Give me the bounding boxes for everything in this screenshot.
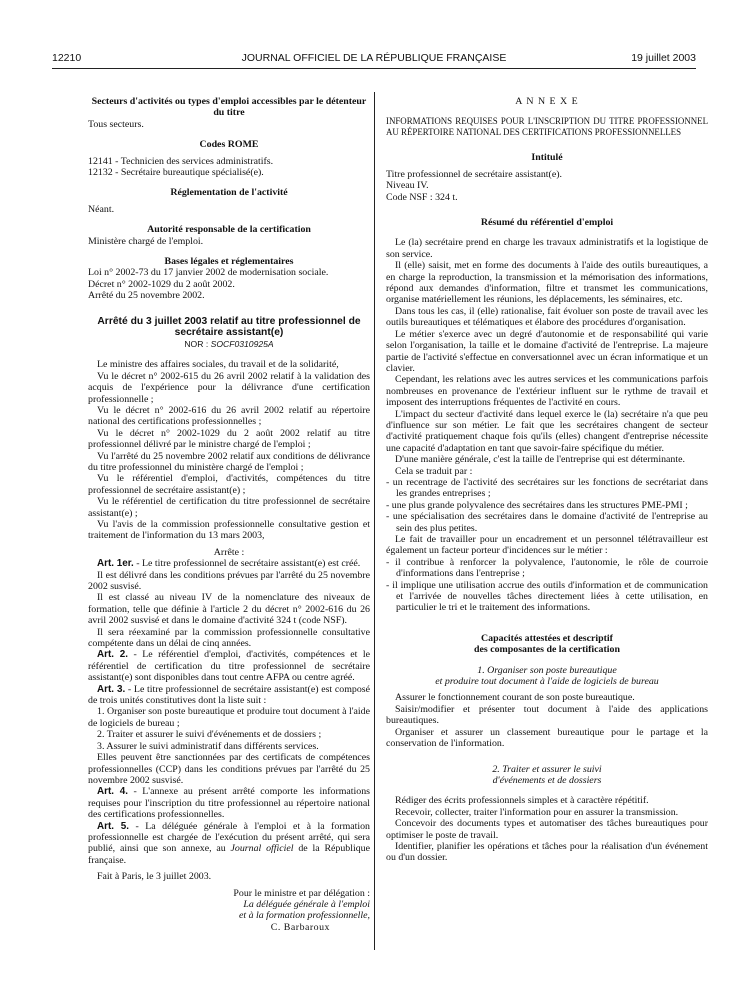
article-2-text: - Le référentiel d'emploi, d'activités, compétences et le référentiel de certification du titre professionnel de secrétaire assistant(e) sont disponibles dans tout centre AFPA ou centre agréé. (88, 649, 370, 684)
unit-1-para: Organiser et assurer un classement bureautique pour le partage et la conservation de l'information. (386, 726, 708, 750)
capacites-heading: Capacités attestées et descriptif (481, 632, 613, 644)
rome-item: 12141 - Technicien des services administratifs. (88, 155, 274, 167)
fait-line: Fait à Paris, le 3 juillet 2003. (97, 871, 212, 883)
article-3-item: 1. Organiser son poste bureautique et produire tout document à l'aide de logiciels de bureau ; (88, 706, 370, 729)
article-1-para: Il sera réexaminé par la commission professionnelle consultative compétente dans un délai de cinq années. (88, 626, 370, 650)
article-5-label: Art. 5. (97, 820, 130, 832)
signature-block (88, 888, 370, 934)
preamble-line: Vu le référentiel d'emploi, d'activités, compétences du titre professionnel de secrétaire assistant(e) ; (88, 473, 370, 496)
page-header (52, 52, 696, 66)
unit-1-para: Saisir/modifier et présenter tout document à l'aide des applications bureautiques. (386, 703, 708, 727)
unit-2-para: Concevoir des documents types et automatiser des tâches bureautiques pour optimiser le poste de travail. (386, 818, 708, 841)
rome-heading: Codes ROME (199, 139, 259, 151)
bases-item: Décret n° 2002-1029 du 2 août 2002. (88, 278, 235, 290)
article-2-label: Art. 2. (97, 649, 128, 661)
bases-item: Loi n° 2002-73 du 17 janvier 2002 de modernisation sociale. (88, 267, 329, 279)
left-column (88, 96, 370, 933)
article-1-para: Il est classé au niveau IV de la nomenclature des niveaux de formation, telle que définie à l'article 2 du décret n° 2002-616 du 26 avril 2002 susvisé et dans le domaine d'activité 324 t (code NSF). (88, 592, 370, 627)
article-1-label: Art. 1er. (97, 558, 134, 570)
autorite-heading: Autorité responsable de la certification (147, 224, 311, 236)
informations-heading: INFORMATIONS REQUISES POUR L'INSCRIPTION DU TITRE PROFESSIONNEL AU RÉPERTOIRE NATIONAL DES CERTIFICATIONS PROFESSIONNELLES (386, 116, 708, 138)
preamble-line: Le ministre des affaires sociales, du travail et de la solidarité, (97, 359, 339, 371)
unit-2-para: Identifier, planifier les opérations et tâches pour la réalisation d'un événement ou d'un dossier. (386, 840, 708, 864)
unit-2-title: 2. Traiter et assurer le suivi (492, 763, 602, 775)
preamble-line: Vu le décret n° 2002-1029 du 2 août 2002 relatif au titre professionnel délivré par le ministre chargé de l'emploi ; (88, 427, 370, 451)
resume-para: Cela se traduit par : (395, 465, 473, 477)
intitule-item: Titre professionnel de secrétaire assistant(e). (386, 168, 562, 180)
intitule-item: Niveau IV. (386, 180, 429, 192)
resume-para: Le (la) secrétaire prend en charge les travaux administratifs et la logistique de son service. (386, 237, 708, 260)
annexe-heading: A N N E X E (515, 96, 579, 107)
signature-line: et à la formation professionnelle, (238, 910, 370, 922)
resume-para: L'impact du secteur d'activité dans lequel exerce le (la) secrétaire n'a que peu d'influence sur son métier. Le fait que les secrétaires changent de secteur d'activité pratiquement chaque fois qu'ils (elles) changent d'entreprise nécessite une capacité d'adaptation en tant que savoir-faire spécifique du métier. (386, 408, 708, 454)
traduit-item: - un recentrage de l'activité des secrétaires sur les fonctions de secrétariat dans les grandes entreprises ; (386, 476, 708, 500)
article-4-text: - L'annexe au présent arrêté comporte les informations requises pour l'inscription du titre professionnel au répertoire national des certifications professionnelles. (88, 786, 370, 821)
bases-item: Arrêté du 25 novembre 2002. (88, 290, 205, 302)
article-3-item: 3. Assurer le suivi administratif dans différents services. (97, 740, 319, 752)
resume-heading: Résumé du référentiel d'emploi (480, 217, 614, 229)
article-1 (88, 558, 370, 569)
article-2 (88, 649, 370, 683)
reglementation-text: Néant. (88, 203, 115, 215)
preamble-line: Vu l'avis de la commission professionnelle consultative gestion et traitement de l'information du 13 mars 2003, (88, 518, 370, 542)
autorite-text: Ministère chargé de l'emploi. (88, 235, 204, 247)
signature-line: La déléguée générale à l'emploi (243, 898, 370, 910)
bases-heading: Bases légales et réglementaires (164, 256, 294, 268)
article-3-label: Art. 3. (97, 683, 126, 695)
article-5-text-b: de la République française. (88, 843, 370, 866)
page-number: 12210 (52, 52, 82, 64)
article-1-text: - Le titre professionnel de secrétaire assistant(e) est créé. (133, 558, 361, 570)
signature-line: Pour le ministre et par délégation : (233, 887, 370, 899)
arrete-title: Arrêté du 3 juillet 2003 relatif au titre professionnel de secrétaire assistant(e) (97, 315, 361, 339)
unit-2-para: Rédiger des écrits professionnels simples et à caractère répétitif. (395, 795, 649, 807)
article-3-text: - Le titre professionnel de secrétaire assistant(e) est composé de trois unités constitutives dont la liste suit : (88, 683, 370, 707)
intitule-item: Code NSF : 324 t. (386, 191, 458, 203)
issue-date: 19 juillet 2003 (631, 52, 696, 64)
article-3-item: 2. Traiter et assurer le suivi d'événements et de dossiers ; (97, 729, 322, 741)
resume-para: Dans tous les cas, il (elle) rationalise, fait évoluer son poste de travail avec les outils bureautiques et télématiques et élabore des procédures d'organisation. (386, 305, 708, 329)
article-1-para: Il est délivré dans les conditions prévues par l'arrêté du 25 novembre 2002 susvisé. (88, 569, 370, 592)
unit-2-title: d'événements et de dossiers (492, 774, 602, 786)
article-4-label: Art. 4. (97, 786, 129, 798)
preamble-line: Vu l'arrêté du 25 novembre 2002 relatif aux conditions de délivrance du titre professionnel du ministère chargé de l'emploi ; (88, 450, 370, 473)
right-column (386, 96, 708, 864)
travail-item: - il implique une utilisation accrue des outils d'information et de communication et l'arrivée de nouvelles tâches directement liées à cette utilisation, en particulier le tri et le traitement des informations. (386, 579, 708, 614)
arrete-word: Arrête : (213, 546, 245, 558)
resume-para: D'une manière générale, c'est la taille de l'entreprise qui est déterminante. (395, 454, 685, 466)
journal-officiel: Journal officiel (230, 843, 294, 855)
preamble-line: Vu le référentiel de certification du titre professionnel de secrétaire assistant(e) ; (88, 496, 370, 519)
reglementation-heading: Réglementation de l'activité (170, 187, 288, 199)
unit-1-title: 1. Organiser son poste bureautique (477, 664, 617, 676)
nor-code: SOCF0310925A (210, 338, 274, 349)
secteurs-heading: Secteurs d'activités ou types d'emploi accessibles par le détenteur du titre (91, 96, 367, 119)
article-5-text-a: - La déléguée générale à l'emploi et à la formation professionnelle est chargée de l'exécution du présent arrêté, qui sera publié, ainsi que son annexe, au (88, 820, 370, 855)
travail-para: Le fait de travailler pour un encadrement et un personnel télétravailleur est également un facteur porteur d'incidences sur le métier : (386, 534, 708, 557)
article-5 (88, 821, 370, 867)
travail-item: - il contribue à renforcer la polyvalence, l'autonomie, le rôle de courroie d'informations dans l'entreprise ; (386, 556, 708, 580)
resume-para: Il (elle) saisit, met en forme des documents à l'aide des outils bureautiques, a en charge la reproduction, la transmission et la mémorisation des informations, répond aux demandes d'information, filtre et transmet les communications, organise matériellement les réunions, les déplacements, les séminaires, etc. (386, 260, 708, 306)
capacites-heading: des composantes de la certification (474, 644, 620, 656)
resume-para: Le métier s'exerce avec un degré d'autonomie et de responsabilité qui varie selon l'organisation, la taille et le domaine d'activité de l'entreprise. La majeure partie de l'activité s'effectue en conversationnel avec un écran informatique et un clavier. (386, 328, 708, 374)
traduit-item: - une spécialisation des secrétaires dans le domaine d'activité de l'entreprise au sein des plus petites. (386, 511, 708, 534)
article-3 (88, 684, 370, 707)
traduit-item: - une plus grande polyvalence des secrétaires dans les structures PME-PMI ; (386, 499, 688, 511)
column-divider (374, 92, 375, 950)
journal-title: JOURNAL OFFICIEL DE LA RÉPUBLIQUE FRANÇAISE (241, 52, 507, 64)
secteurs-text: Tous secteurs. (88, 118, 144, 130)
unit-1-title: et produire tout document à l'aide de logiciels de bureau (435, 676, 659, 688)
header-rule (52, 68, 696, 69)
rome-item: 12132 - Secrétaire bureautique spécialisé(e). (88, 167, 264, 179)
nor-label: NOR : (184, 338, 209, 349)
article-3-para: Elles peuvent être sanctionnées par des certificats de compétences professionnelles (CCP) dans les conditions prévues par l'arrêté du 25 novembre 2002 susvisé. (88, 752, 370, 786)
preamble-line: Vu le décret n° 2002-615 du 26 avril 2002 relatif à la validation des acquis de l'expérience pour la délivrance d'une certification professionnelle ; (88, 370, 370, 405)
article-4 (88, 786, 370, 820)
signature-name: C. Barbaroux (270, 921, 330, 933)
resume-para: Cependant, les relations avec les autres services et les communications parfois nombreuses en provenance de l'extérieur influent sur le rythme de travail et imposent des interruptions fréquentes de l'activité en cours. (386, 374, 708, 409)
preamble-line: Vu le décret n° 2002-616 du 26 avril 2002 relatif au répertoire national des certifications professionnelles ; (88, 404, 370, 428)
unit-2-para: Recevoir, collecter, traiter l'information pour en assurer la transmission. (395, 806, 679, 818)
unit-1-para: Assurer le fonctionnement courant de son poste bureautique. (395, 692, 635, 704)
intitule-heading: Intitulé (531, 152, 563, 164)
nor-reference (88, 339, 370, 350)
